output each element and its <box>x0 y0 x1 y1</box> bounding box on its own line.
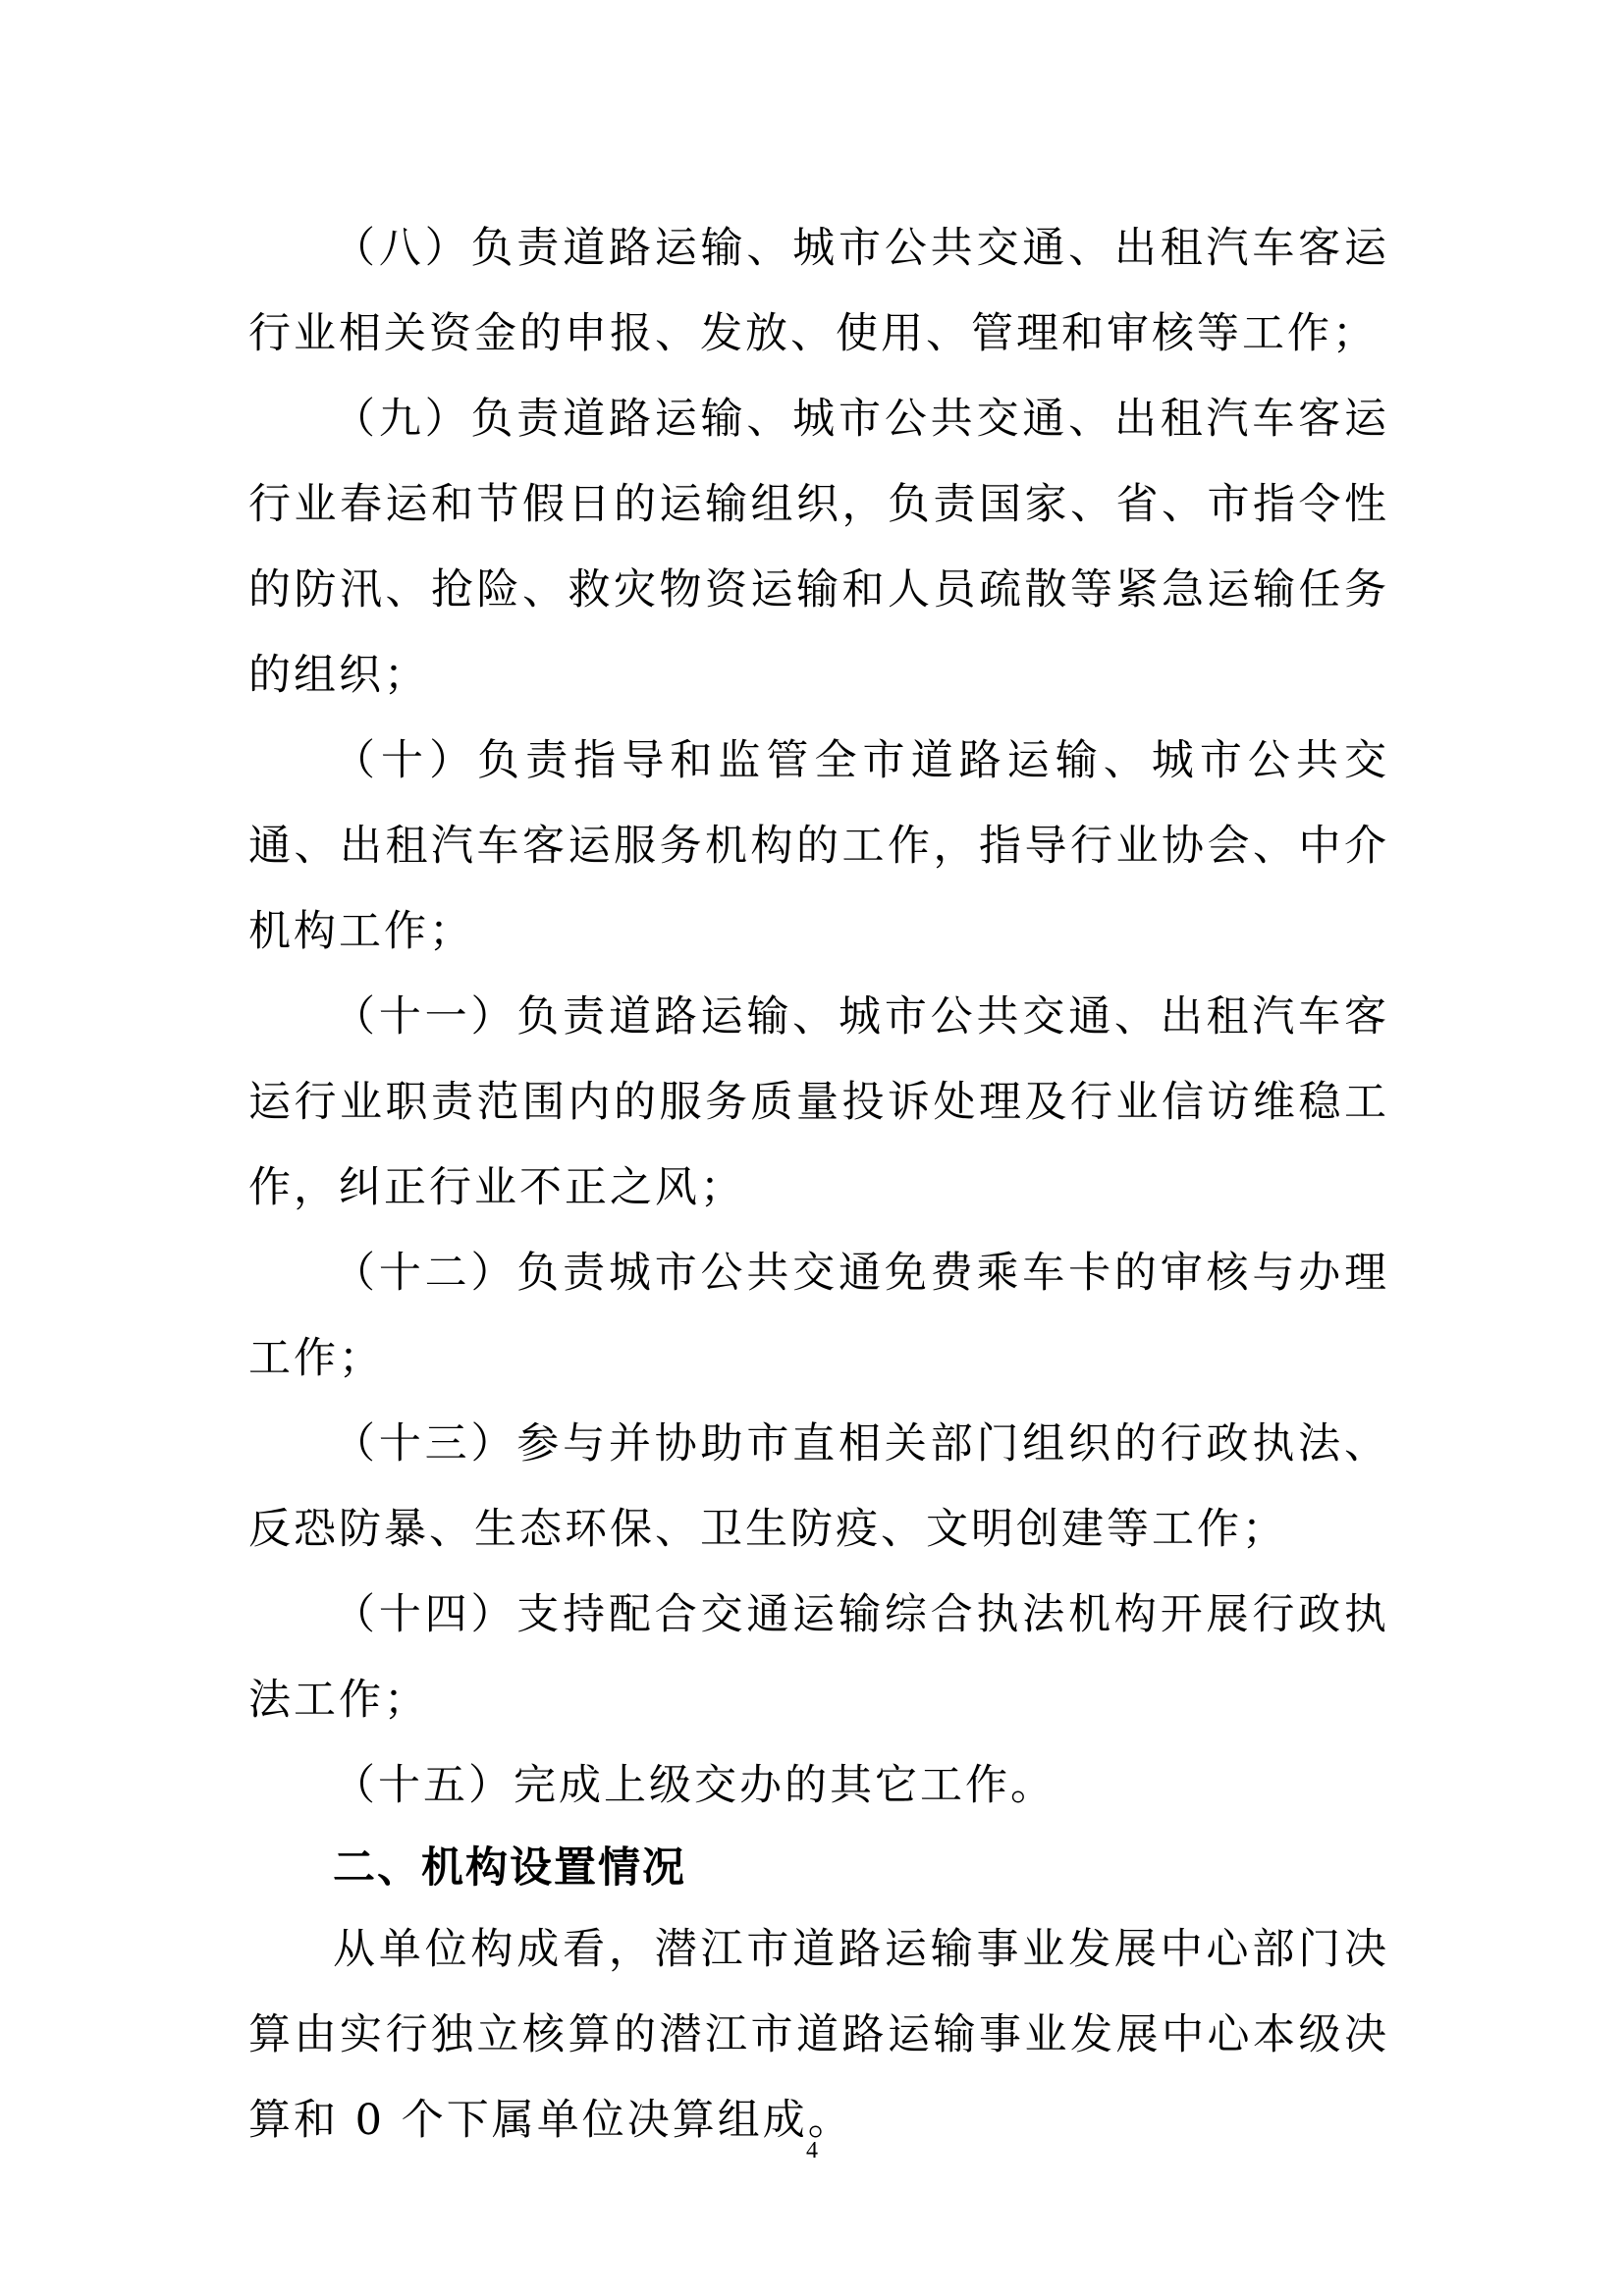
duty-item-14: （十四）支持配合交通运输综合执法机构开展行政执法工作； <box>248 1590 1389 1725</box>
duty-item-11: （十一）负责道路运输、城市公共交通、出租汽车客运行业职责范围内的服务质量投诉处理及行业信访维稳工作，纠正行业不正之风； <box>248 992 1389 1212</box>
duty-item-12: （十二）负责城市公共交通免费乘车卡的审核与办理工作； <box>248 1249 1389 1383</box>
section-paragraph: 从单位构成看，潜江市道路运输事业发展中心部门决算由实行独立核算的潜江市道路运输事业发展中心本级决算和 0 个下属单位决算组成。 <box>248 1925 1389 2145</box>
document-body <box>248 206 1389 2163</box>
section-heading: 二、机构设置情况 <box>333 1843 686 1893</box>
duty-item-10: （十）负责指导和监管全市道路运输、城市公共交通、出租汽车客运服务机构的工作，指导行业协会、中介机构工作； <box>248 736 1389 956</box>
page-number: 4 <box>806 2138 818 2163</box>
duty-item-8: （八）负责道路运输、城市公共交通、出租汽车客运行业相关资金的申报、发放、使用、管理和审核等工作； <box>248 224 1389 358</box>
duty-item-15: （十五）完成上级交办的其它工作。 <box>333 1761 1056 1810</box>
duty-item-13: （十三）参与并协助市直相关部门组织的行政执法、反恐防暴、生态环保、卫生防疫、文明创建等工作； <box>248 1419 1389 1554</box>
duty-item-9: （九）负责道路运输、城市公共交通、出租汽车客运行业春运和节假日的运输组织，负责国家、省、市指令性的防汛、抢险、救灾物资运输和人员疏散等紧急运输任务的组织； <box>248 395 1389 700</box>
